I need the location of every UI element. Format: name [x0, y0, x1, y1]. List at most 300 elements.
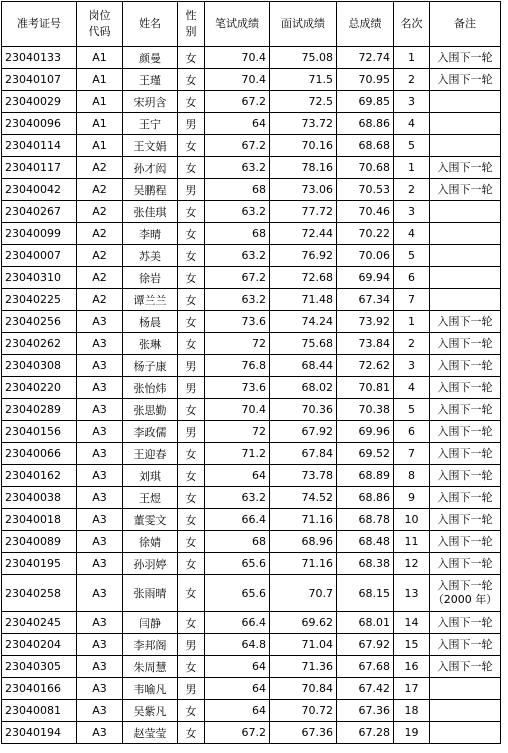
cell-id: 23040262 — [2, 333, 77, 355]
cell-rank: 6 — [394, 267, 430, 289]
header-id: 准考证号 — [2, 2, 77, 47]
cell-interview-score: 73.06 — [270, 179, 337, 201]
header-sex-line2: 别 — [185, 25, 197, 38]
cell-written-score: 64 — [205, 113, 270, 135]
cell-interview-score: 70.72 — [270, 700, 337, 722]
cell-total-score: 69.52 — [337, 443, 394, 465]
cell-name: 杨晨 — [123, 311, 178, 333]
cell-rank: 5 — [394, 135, 430, 157]
cell-note — [430, 333, 501, 355]
cell-post-code: A3 — [77, 634, 123, 656]
cell-total-score: 70.22 — [337, 223, 394, 245]
table-row — [2, 157, 501, 179]
note-text: 入围下一轮 — [437, 512, 493, 526]
cell-id: 23040156 — [2, 421, 77, 443]
cell-note — [430, 443, 501, 465]
note-text: 入围下一轮 — [437, 424, 493, 438]
cell-sex: 男 — [178, 179, 205, 201]
cell-written-score: 67.2 — [205, 91, 270, 113]
note-text: 入围下一轮 — [437, 402, 493, 416]
cell-sex: 男 — [178, 678, 205, 700]
cell-total-score: 70.68 — [337, 157, 394, 179]
cell-rank: 10 — [394, 509, 430, 531]
cell-interview-score: 72.68 — [270, 267, 337, 289]
cell-id: 23040194 — [2, 722, 77, 744]
table-row — [2, 575, 501, 612]
note-text: 入围下一轮 — [437, 615, 493, 629]
cell-interview-score: 73.72 — [270, 113, 337, 135]
cell-note — [430, 722, 501, 744]
cell-total-score: 67.68 — [337, 656, 394, 678]
cell-sex: 女 — [178, 656, 205, 678]
note-text: 入围下一轮 — [437, 556, 493, 570]
cell-post-code: A2 — [77, 267, 123, 289]
cell-total-score: 70.46 — [337, 201, 394, 223]
cell-post-code: A3 — [77, 656, 123, 678]
cell-post-code: A1 — [77, 91, 123, 113]
cell-note — [430, 634, 501, 656]
cell-sex: 女 — [178, 267, 205, 289]
note-text: 入围下一轮 — [437, 490, 493, 504]
cell-note — [430, 157, 501, 179]
cell-rank: 19 — [394, 722, 430, 744]
note-text: 入围下一轮 — [437, 50, 493, 64]
cell-rank: 4 — [394, 223, 430, 245]
cell-sex: 女 — [178, 245, 205, 267]
cell-rank: 5 — [394, 245, 430, 267]
cell-written-score: 63.2 — [205, 201, 270, 223]
cell-post-code: A3 — [77, 722, 123, 744]
cell-note — [430, 399, 501, 421]
table-row — [2, 113, 501, 135]
header-note: 备注 — [430, 2, 501, 47]
note-text: 入围下一轮 — [437, 380, 493, 394]
cell-name: 王迎春 — [123, 443, 178, 465]
header-post-line2: 代码 — [88, 25, 111, 38]
note-text: 入围下一轮 — [437, 468, 493, 482]
cell-total-score: 67.42 — [337, 678, 394, 700]
cell-written-score: 68 — [205, 223, 270, 245]
cell-post-code: A3 — [77, 575, 123, 612]
note-text: 入围下一轮 — [437, 579, 493, 592]
cell-total-score: 72.62 — [337, 355, 394, 377]
cell-rank: 8 — [394, 465, 430, 487]
cell-written-score: 65.6 — [205, 575, 270, 612]
table-row — [2, 678, 501, 700]
cell-id: 23040081 — [2, 700, 77, 722]
table-row — [2, 443, 501, 465]
cell-total-score: 73.92 — [337, 311, 394, 333]
cell-rank: 1 — [394, 157, 430, 179]
cell-rank: 3 — [394, 355, 430, 377]
cell-sex: 男 — [178, 113, 205, 135]
cell-sex: 女 — [178, 135, 205, 157]
cell-id: 23040204 — [2, 634, 77, 656]
cell-rank: 15 — [394, 634, 430, 656]
cell-interview-score: 68.44 — [270, 355, 337, 377]
table-row — [2, 201, 501, 223]
cell-written-score: 70.4 — [205, 47, 270, 69]
cell-total-score: 68.89 — [337, 465, 394, 487]
cell-id: 23040133 — [2, 47, 77, 69]
cell-id: 23040066 — [2, 443, 77, 465]
cell-post-code: A3 — [77, 333, 123, 355]
cell-rank: 2 — [394, 69, 430, 91]
cell-written-score: 73.6 — [205, 311, 270, 333]
cell-post-code: A3 — [77, 355, 123, 377]
header-total-score: 总成绩 — [337, 2, 394, 47]
note-text: 入围下一轮 — [437, 358, 493, 372]
cell-post-code: A2 — [77, 245, 123, 267]
cell-interview-score: 69.62 — [270, 612, 337, 634]
table-row — [2, 69, 501, 91]
cell-id: 23040117 — [2, 157, 77, 179]
cell-post-code: A2 — [77, 201, 123, 223]
table-row — [2, 311, 501, 333]
cell-note — [430, 69, 501, 91]
cell-rank: 14 — [394, 612, 430, 634]
cell-post-code: A3 — [77, 311, 123, 333]
cell-note — [430, 612, 501, 634]
cell-written-score: 64 — [205, 678, 270, 700]
cell-note — [430, 656, 501, 678]
cell-note — [430, 179, 501, 201]
cell-id: 23040042 — [2, 179, 77, 201]
cell-name: 孙羽婷 — [123, 553, 178, 575]
table-row — [2, 47, 501, 69]
cell-id: 23040089 — [2, 531, 77, 553]
cell-note — [430, 553, 501, 575]
cell-name: 吴紫凡 — [123, 700, 178, 722]
cell-name: 李邦阁 — [123, 634, 178, 656]
cell-total-score: 70.53 — [337, 179, 394, 201]
cell-rank: 4 — [394, 113, 430, 135]
cell-rank: 2 — [394, 333, 430, 355]
cell-interview-score: 75.08 — [270, 47, 337, 69]
cell-total-score: 67.34 — [337, 289, 394, 311]
header-interview-score: 面试成绩 — [270, 2, 337, 47]
cell-note — [430, 47, 501, 69]
cell-interview-score: 67.84 — [270, 443, 337, 465]
cell-id: 23040289 — [2, 399, 77, 421]
cell-interview-score: 70.84 — [270, 678, 337, 700]
cell-note — [430, 289, 501, 311]
table-row — [2, 333, 501, 355]
table-row — [2, 612, 501, 634]
cell-id: 23040099 — [2, 223, 77, 245]
cell-name: 杨子康 — [123, 355, 178, 377]
cell-note — [430, 113, 501, 135]
cell-sex: 女 — [178, 223, 205, 245]
cell-interview-score: 72.44 — [270, 223, 337, 245]
note-text: 入围下一轮 — [437, 446, 493, 460]
cell-written-score: 65.6 — [205, 553, 270, 575]
cell-name: 赵莹莹 — [123, 722, 178, 744]
cell-name: 李晴 — [123, 223, 178, 245]
cell-rank: 11 — [394, 531, 430, 553]
note-text: 入围下一轮 — [437, 182, 493, 196]
cell-interview-score: 71.5 — [270, 69, 337, 91]
note-text: 入围下一轮 — [437, 314, 493, 328]
cell-written-score: 63.2 — [205, 487, 270, 509]
cell-id: 23040305 — [2, 656, 77, 678]
cell-note — [430, 223, 501, 245]
cell-post-code: A1 — [77, 113, 123, 135]
cell-interview-score: 67.92 — [270, 421, 337, 443]
cell-interview-score: 73.78 — [270, 465, 337, 487]
table-row — [2, 267, 501, 289]
cell-name: 韦喻凡 — [123, 678, 178, 700]
cell-sex: 女 — [178, 487, 205, 509]
cell-id: 23040308 — [2, 355, 77, 377]
cell-interview-score: 70.36 — [270, 399, 337, 421]
cell-name: 王文娟 — [123, 135, 178, 157]
table-row — [2, 223, 501, 245]
cell-total-score: 69.94 — [337, 267, 394, 289]
table-row — [2, 377, 501, 399]
cell-name: 王煜 — [123, 487, 178, 509]
cell-id: 23040195 — [2, 553, 77, 575]
header-rank: 名次 — [394, 2, 430, 47]
cell-interview-score: 70.7 — [270, 575, 337, 612]
cell-rank: 17 — [394, 678, 430, 700]
cell-post-code: A3 — [77, 531, 123, 553]
cell-post-code: A2 — [77, 289, 123, 311]
cell-note — [430, 700, 501, 722]
cell-interview-score: 77.72 — [270, 201, 337, 223]
cell-id: 23040038 — [2, 487, 77, 509]
cell-sex: 女 — [178, 69, 205, 91]
cell-total-score: 68.38 — [337, 553, 394, 575]
cell-note — [430, 267, 501, 289]
cell-total-score: 68.01 — [337, 612, 394, 634]
cell-post-code: A1 — [77, 69, 123, 91]
cell-interview-score: 78.16 — [270, 157, 337, 179]
cell-name: 吴鹏程 — [123, 179, 178, 201]
table-row — [2, 465, 501, 487]
cell-id: 23040310 — [2, 267, 77, 289]
cell-written-score: 66.4 — [205, 509, 270, 531]
cell-interview-score: 68.96 — [270, 531, 337, 553]
cell-id: 23040007 — [2, 245, 77, 267]
cell-post-code: A3 — [77, 553, 123, 575]
cell-written-score: 72 — [205, 333, 270, 355]
cell-rank: 13 — [394, 575, 430, 612]
table-row — [2, 135, 501, 157]
cell-total-score: 69.96 — [337, 421, 394, 443]
cell-written-score: 64.8 — [205, 634, 270, 656]
cell-interview-score: 71.36 — [270, 656, 337, 678]
cell-written-score: 67.2 — [205, 722, 270, 744]
cell-sex: 男 — [178, 421, 205, 443]
cell-written-score: 70.4 — [205, 69, 270, 91]
cell-id: 23040107 — [2, 69, 77, 91]
header-post-line1: 岗位 — [88, 9, 111, 22]
cell-id: 23040245 — [2, 612, 77, 634]
note-text: 入围下一轮 — [437, 637, 493, 651]
cell-name: 李政儒 — [123, 421, 178, 443]
cell-sex: 女 — [178, 531, 205, 553]
cell-name: 宋玥含 — [123, 91, 178, 113]
cell-id: 23040220 — [2, 377, 77, 399]
cell-sex: 女 — [178, 311, 205, 333]
cell-total-score: 70.81 — [337, 377, 394, 399]
cell-sex: 女 — [178, 157, 205, 179]
cell-name: 徐婧 — [123, 531, 178, 553]
table-row — [2, 487, 501, 509]
note-text: 入围下一轮 — [437, 336, 493, 350]
cell-interview-score: 71.16 — [270, 509, 337, 531]
cell-id: 23040018 — [2, 509, 77, 531]
cell-rank: 7 — [394, 289, 430, 311]
cell-total-score: 68.48 — [337, 531, 394, 553]
cell-written-score: 64 — [205, 465, 270, 487]
cell-interview-score: 67.36 — [270, 722, 337, 744]
cell-name: 颜曼 — [123, 47, 178, 69]
table-row — [2, 531, 501, 553]
cell-note — [430, 201, 501, 223]
cell-interview-score: 75.68 — [270, 333, 337, 355]
cell-id: 23040267 — [2, 201, 77, 223]
cell-name: 王宁 — [123, 113, 178, 135]
header-row — [2, 2, 501, 47]
cell-interview-score: 74.24 — [270, 311, 337, 333]
cell-name: 王瑾 — [123, 69, 178, 91]
cell-post-code: A3 — [77, 612, 123, 634]
cell-note — [430, 311, 501, 333]
cell-written-score: 63.2 — [205, 157, 270, 179]
note-text: 入围下一轮 — [437, 534, 493, 548]
table-row — [2, 91, 501, 113]
cell-rank: 1 — [394, 311, 430, 333]
table-row — [2, 700, 501, 722]
note-text: 入围下一轮 — [437, 659, 493, 673]
table-row — [2, 245, 501, 267]
cell-sex: 女 — [178, 201, 205, 223]
cell-post-code: A3 — [77, 487, 123, 509]
cell-rank: 1 — [394, 47, 430, 69]
cell-rank: 16 — [394, 656, 430, 678]
cell-post-code: A3 — [77, 443, 123, 465]
cell-written-score: 66.4 — [205, 612, 270, 634]
cell-interview-score: 74.52 — [270, 487, 337, 509]
cell-post-code: A3 — [77, 678, 123, 700]
cell-name: 张雨晴 — [123, 575, 178, 612]
cell-total-score: 68.86 — [337, 113, 394, 135]
cell-sex: 女 — [178, 553, 205, 575]
cell-written-score: 76.8 — [205, 355, 270, 377]
cell-written-score: 71.2 — [205, 443, 270, 465]
cell-id: 23040258 — [2, 575, 77, 612]
cell-post-code: A2 — [77, 157, 123, 179]
cell-sex: 女 — [178, 509, 205, 531]
cell-interview-score: 72.5 — [270, 91, 337, 113]
cell-total-score: 70.06 — [337, 245, 394, 267]
cell-note — [430, 355, 501, 377]
cell-note — [430, 465, 501, 487]
cell-interview-score: 71.04 — [270, 634, 337, 656]
table-row — [2, 722, 501, 744]
cell-rank: 18 — [394, 700, 430, 722]
cell-written-score: 67.2 — [205, 267, 270, 289]
header-sex-line1: 性 — [185, 9, 197, 22]
table-row — [2, 355, 501, 377]
cell-rank: 2 — [394, 179, 430, 201]
cell-note — [430, 509, 501, 531]
table-row — [2, 179, 501, 201]
note-text: 入围下一轮 — [437, 72, 493, 86]
cell-interview-score: 71.16 — [270, 553, 337, 575]
cell-written-score: 68 — [205, 531, 270, 553]
table-row — [2, 399, 501, 421]
cell-sex: 女 — [178, 47, 205, 69]
cell-total-score: 67.92 — [337, 634, 394, 656]
header-name: 姓名 — [123, 2, 178, 47]
cell-total-score: 67.36 — [337, 700, 394, 722]
cell-rank: 3 — [394, 91, 430, 113]
cell-name: 朱周慧 — [123, 656, 178, 678]
cell-total-score: 70.38 — [337, 399, 394, 421]
cell-name: 苏美 — [123, 245, 178, 267]
cell-sex: 女 — [178, 333, 205, 355]
cell-interview-score: 70.16 — [270, 135, 337, 157]
cell-name: 张佳琪 — [123, 201, 178, 223]
cell-name: 孙才闳 — [123, 157, 178, 179]
cell-total-score: 70.95 — [337, 69, 394, 91]
cell-sex: 男 — [178, 634, 205, 656]
cell-note — [430, 377, 501, 399]
cell-id: 23040256 — [2, 311, 77, 333]
cell-written-score: 73.6 — [205, 377, 270, 399]
cell-note — [430, 531, 501, 553]
cell-sex: 女 — [178, 289, 205, 311]
cell-name: 闫静 — [123, 612, 178, 634]
cell-sex: 女 — [178, 612, 205, 634]
cell-name: 徐岩 — [123, 267, 178, 289]
cell-post-code: A3 — [77, 465, 123, 487]
cell-sex: 女 — [178, 722, 205, 744]
cell-written-score: 70.4 — [205, 399, 270, 421]
score-table — [1, 1, 501, 744]
cell-sex: 女 — [178, 575, 205, 612]
cell-rank: 12 — [394, 553, 430, 575]
cell-post-code: A3 — [77, 399, 123, 421]
table-row — [2, 421, 501, 443]
table-row — [2, 656, 501, 678]
note-text: 入围下一轮 — [437, 160, 493, 174]
cell-sex: 男 — [178, 355, 205, 377]
cell-total-score: 68.86 — [337, 487, 394, 509]
cell-sex: 女 — [178, 465, 205, 487]
cell-total-score: 72.74 — [337, 47, 394, 69]
cell-sex: 女 — [178, 700, 205, 722]
cell-sex: 女 — [178, 443, 205, 465]
cell-id: 23040166 — [2, 678, 77, 700]
cell-name: 刘琪 — [123, 465, 178, 487]
cell-id: 23040225 — [2, 289, 77, 311]
table-row — [2, 289, 501, 311]
cell-total-score: 68.68 — [337, 135, 394, 157]
cell-total-score: 69.85 — [337, 91, 394, 113]
cell-rank: 3 — [394, 201, 430, 223]
cell-note — [430, 678, 501, 700]
table-row — [2, 509, 501, 531]
cell-name: 张怡炜 — [123, 377, 178, 399]
cell-written-score: 63.2 — [205, 245, 270, 267]
cell-id: 23040096 — [2, 113, 77, 135]
cell-sex: 女 — [178, 399, 205, 421]
cell-written-score: 64 — [205, 700, 270, 722]
